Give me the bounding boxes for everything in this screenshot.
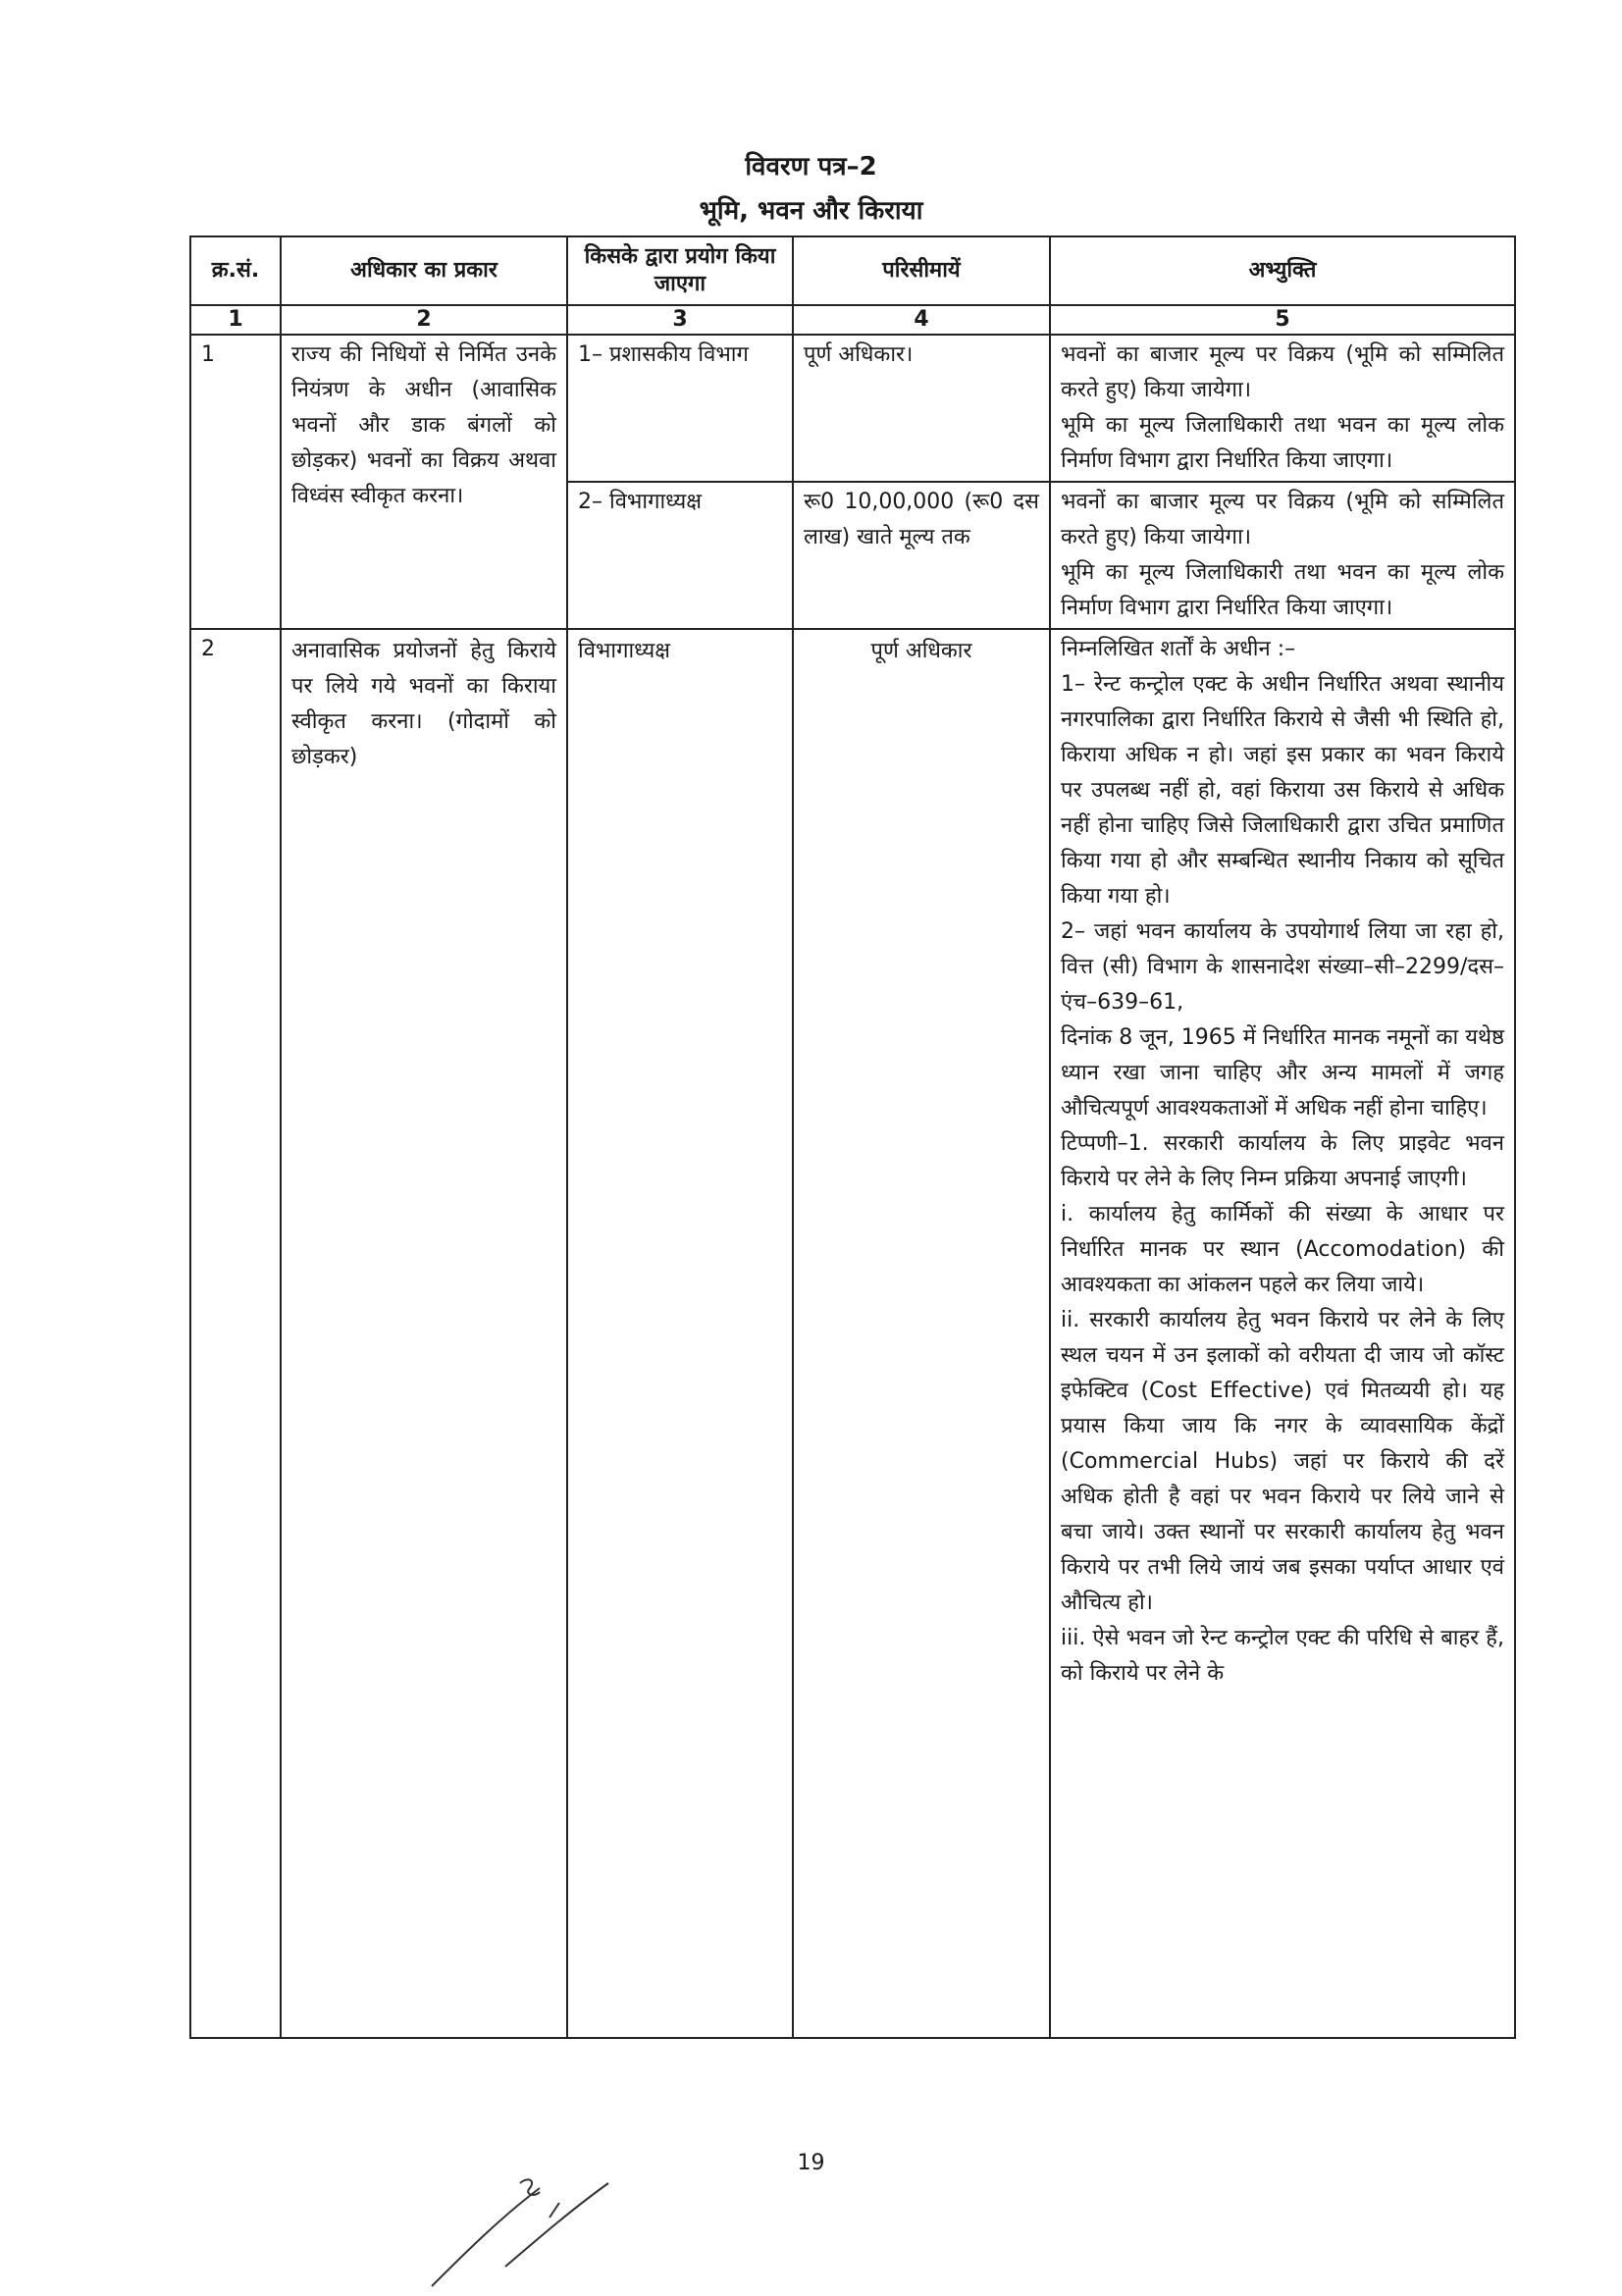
table-row — [190, 629, 1515, 2038]
right-type-cell: राज्य की निधियों से निर्मित उनके नियंत्रण के अधीन (आवासिक भवनों और डाक बंगलों को छोड़कर) भवनों का विक्रय अथवा विध्वंस स्वीकृत करना। — [281, 335, 567, 629]
remark-paragraph: दिनांक 8 जून, 1965 में निर्धारित मानक नमूनों का यथेष्ठ ध्यान रखा जाना चाहिए और अन्य मामलों में जगह औचित्यपूर्ण आवश्यकताओं में अधिक नहीं होना चाहिए। — [1061, 1025, 1504, 1121]
limit-cell: रू0 10,00,000 (रू0 दस लाख) खाते मूल्य तक — [793, 482, 1050, 629]
header-authority: किसके द्वारा प्रयोग किया जाएगा — [567, 236, 793, 305]
column-number: 5 — [1050, 305, 1515, 335]
remark-paragraph: भवनों का बाजार मूल्य पर विक्रय (भूमि को सम्मिलित करते हुए) किया जायेगा। — [1061, 342, 1504, 402]
authority-cell: विभागाध्यक्ष — [567, 629, 793, 2038]
limit-cell: पूर्ण अधिकार — [793, 629, 1050, 2038]
column-number-row — [190, 305, 1515, 335]
document-title: विवरण पत्र–2 — [745, 152, 877, 182]
remarks-cell — [1050, 629, 1515, 2038]
right-type-cell: अनावासिक प्रयोजनों हेतु किराये पर लिये गये भवनों का किराया स्वीकृत करना। (गोदामों को छोड़कर) — [281, 629, 567, 2038]
header-row — [190, 236, 1515, 305]
remark-paragraph: i. कार्यालय हेतु कार्मिकों की संख्या के आधार पर निर्धारित मानक पर स्थान (Accomodation) की आवश्यकता का आंकलन पहले कर लिया जाये। — [1061, 1202, 1504, 1297]
row-serial-number: 1 — [190, 335, 281, 629]
authority-cell: 2– विभागाध्यक्ष — [567, 482, 793, 629]
remark-paragraph: भूमि का मूल्य जिलाधिकारी तथा भवन का मूल्य लोक निर्माण विभाग द्वारा निर्धारित किया जाएगा। — [1061, 413, 1504, 473]
row-serial-number: 2 — [190, 629, 281, 2038]
remark-paragraph: iii. ऐसे भवन जो रेन्ट कन्ट्रोल एक्ट की परिधि से बाहर हैं, को किराये पर लेने के — [1061, 1626, 1504, 1686]
limit-cell: पूर्ण अधिकार। — [793, 335, 1050, 482]
remarks-cell — [1050, 335, 1515, 482]
page-number: 19 — [797, 2151, 825, 2175]
document-subtitle: भूमि, भवन और किराया — [699, 196, 923, 226]
column-number: 3 — [567, 305, 793, 335]
remark-paragraph: 2– जहां भवन कार्यालय के उपयोगार्थ लिया जा रहा हो, वित्त (सी) विभाग के शासनादेश संख्या–सी–2299/दस–एंच–639–61, — [1061, 919, 1504, 1015]
column-number: 2 — [281, 305, 567, 335]
remark-paragraph: निम्नलिखित शर्तों के अधीन :– — [1061, 637, 1296, 661]
remark-paragraph: भवनों का बाजार मूल्य पर विक्रय (भूमि को सम्मिलित करते हुए) किया जायेगा। — [1061, 490, 1504, 549]
header-right-type: अधिकार का प्रकार — [281, 236, 567, 305]
remark-paragraph: 1– रेन्ट कन्ट्रोल एक्ट के अधीन निर्धारित अथवा स्थानीय नगरपालिका द्वारा निर्धारित किराये से जैसी भी स्थिति हो, किराया अधिक न हो। जहां इस प्रकार का भवन किराये पर उपलब्ध नहीं हो, वहां किराया उस किराये से अधिक नहीं होना चाहिए जिसे जिलाधिकारी द्वारा उचित प्रमाणित किया गया हो और सम्बन्धित स्थानीय निकाय को सूचित किया गया हो। — [1061, 672, 1504, 909]
column-number: 4 — [793, 305, 1050, 335]
header-sno: क्र.सं. — [190, 236, 281, 305]
remark-paragraph: भूमि का मूल्य जिलाधिकारी तथा भवन का मूल्य लोक निर्माण विभाग द्वारा निर्धारित किया जाएगा। — [1061, 560, 1504, 620]
remarks-cell — [1050, 482, 1515, 629]
column-number: 1 — [190, 305, 281, 335]
remark-paragraph: टिप्पणी–1. सरकारी कार्यालय के लिए प्राइवेट भवन किराये पर लेने के लिए निम्न प्रक्रिया अपनाई जाएगी। — [1061, 1131, 1504, 1191]
remark-paragraph: ii. सरकारी कार्यालय हेतु भवन किराये पर लेने के लिए स्थल चयन में उन इलाकों को वरीयता दी जाय जो कॉस्ट इफेक्टिव (Cost Effective) एवं मितव्ययी हो। यह प्रयास किया जाय कि नगर के व्यावसायिक केंद्रों (Commercial Hubs) जहां पर किराये की दरें अधिक होती है वहां पर भवन किराये पर लिये जाने से बचा जाये। उक्त स्थानों पर सरकारी कार्यालय हेतु भवन किराये पर तभी लिये जायं जब इसका पर्याप्त आधार एवं औचित्य हो। — [1061, 1308, 1504, 1615]
header-remarks: अभ्युक्ति — [1050, 236, 1515, 305]
header-limits: परिसीमायें — [793, 236, 1050, 305]
handwritten-signature — [412, 2159, 628, 2296]
authority-cell: 1– प्रशासकीय विभाग — [567, 335, 793, 482]
rights-table — [189, 235, 1516, 2039]
table-row — [190, 335, 1515, 482]
